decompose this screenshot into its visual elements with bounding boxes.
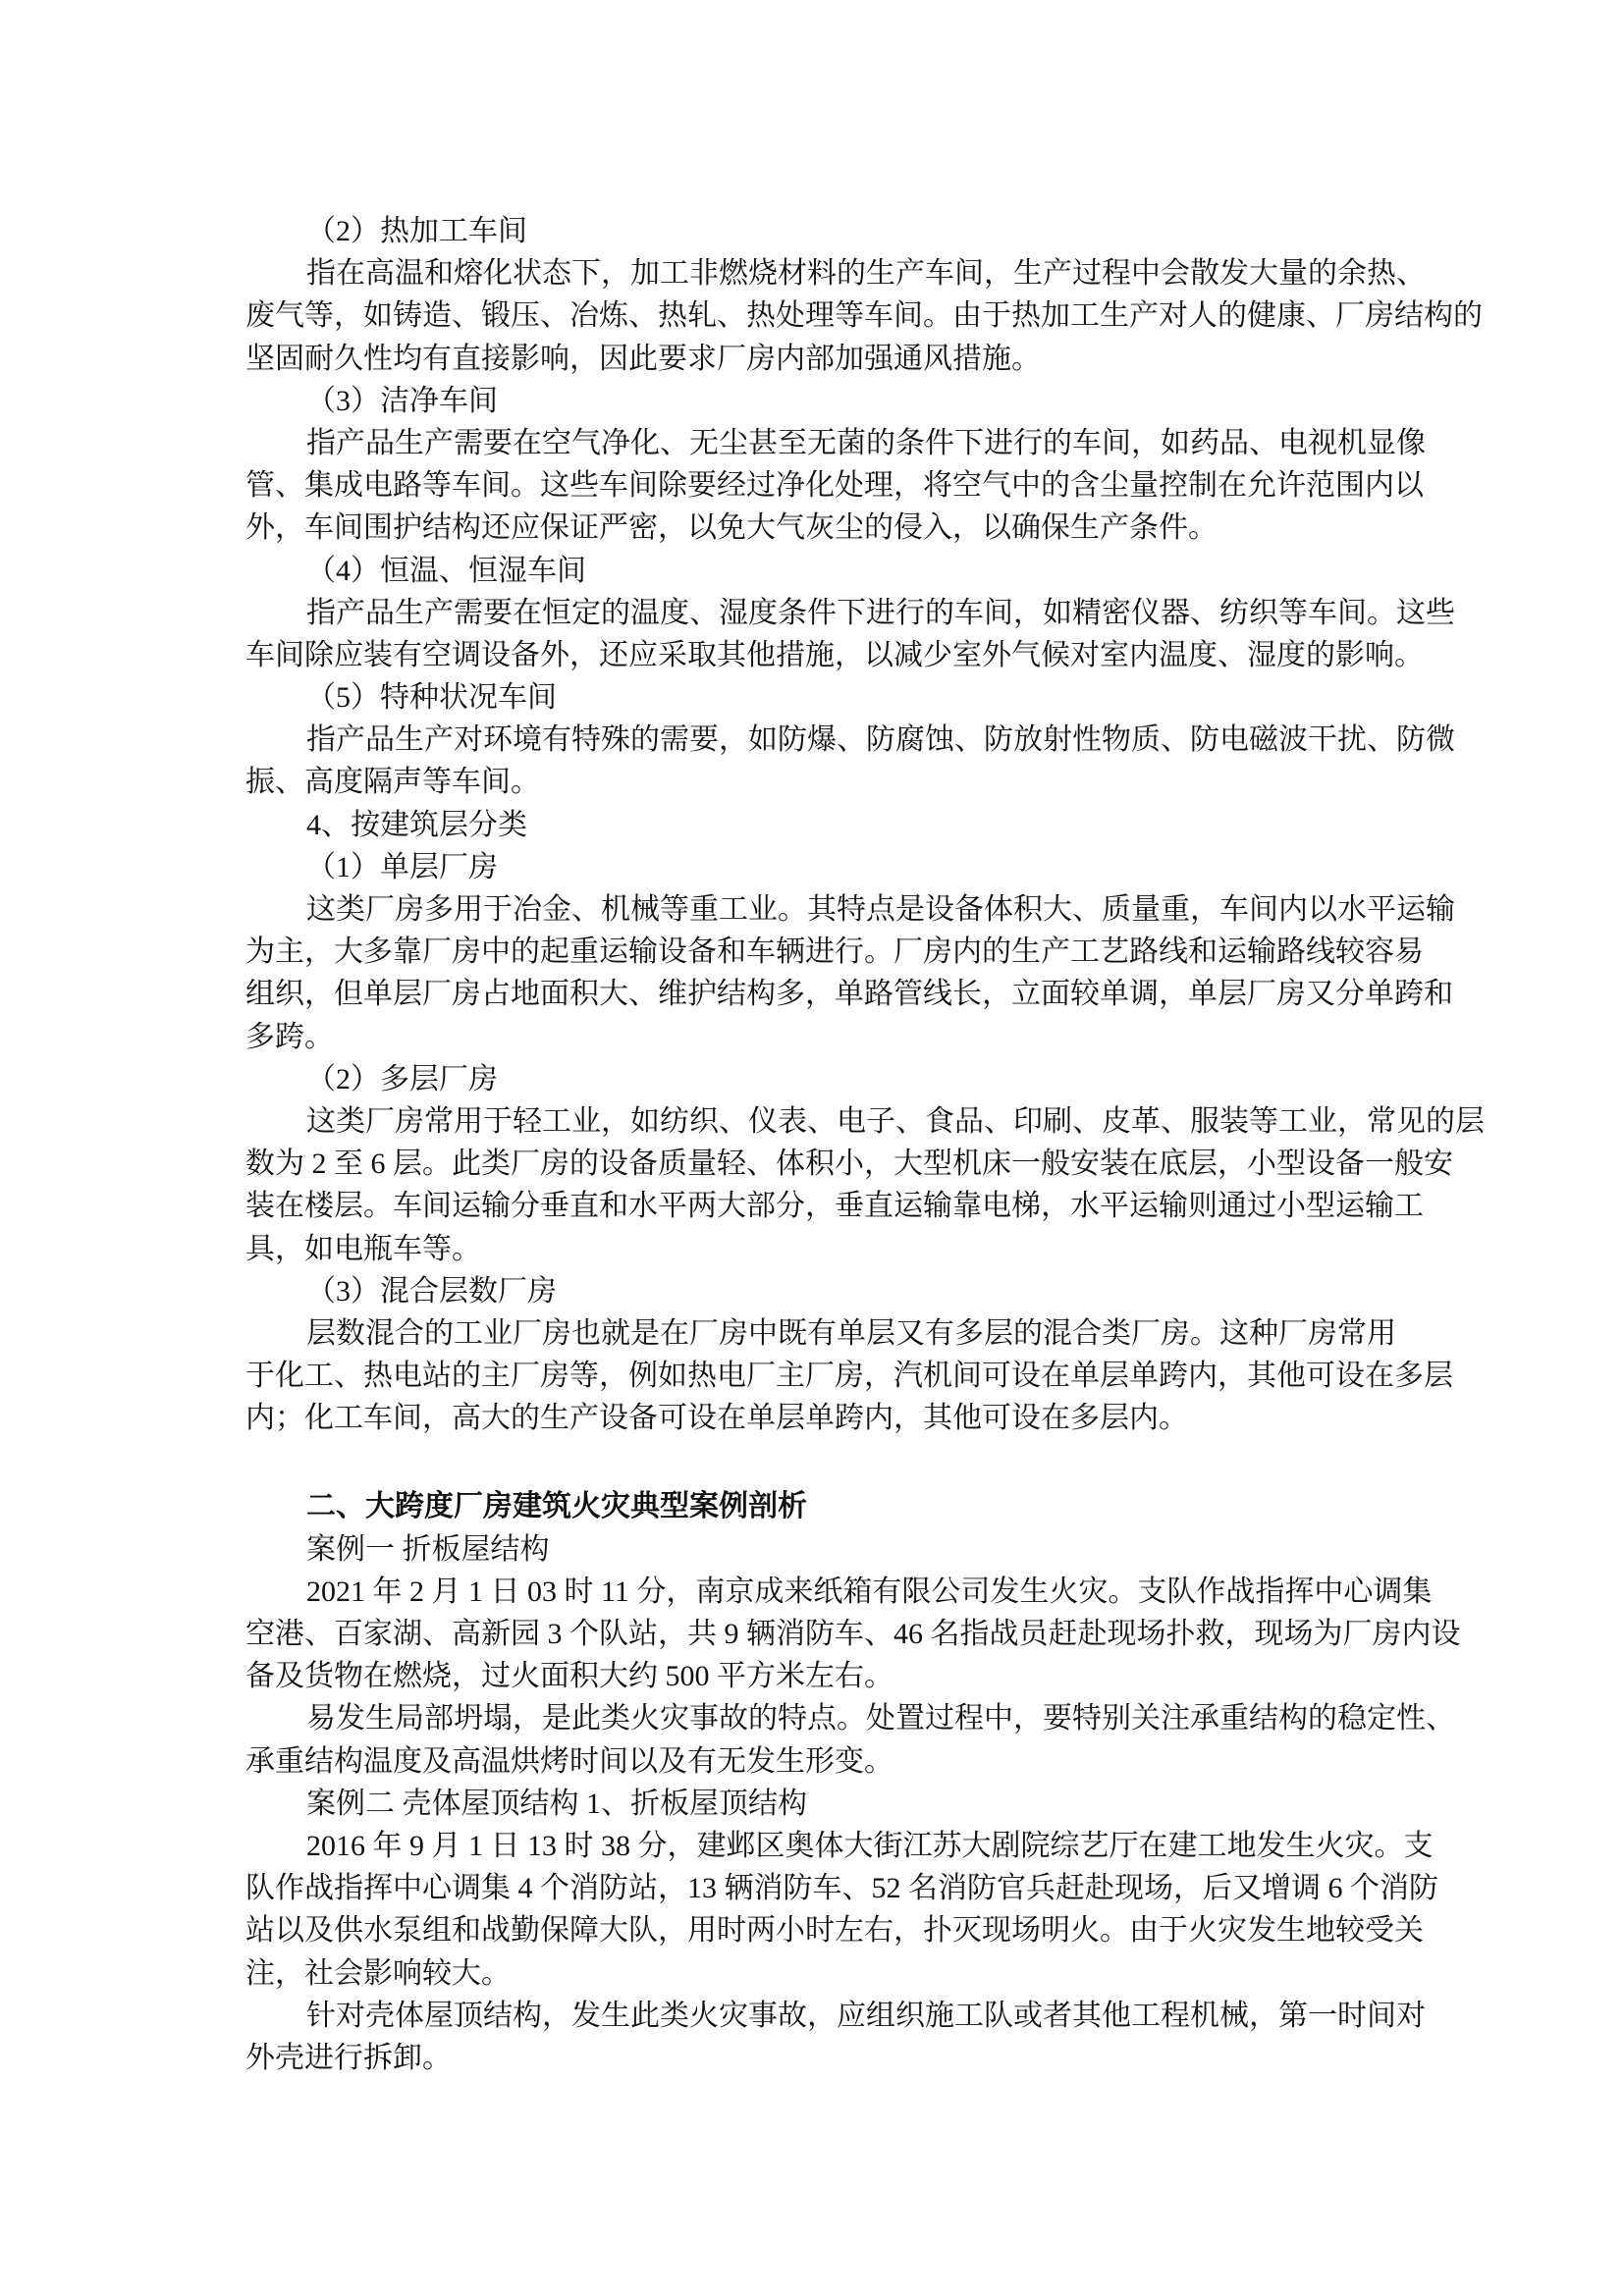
text-line: 层数混合的工业厂房也就是在厂房中既有单层又有多层的混合类厂房。这种厂房常用	[306, 1316, 1396, 1350]
text-line: 指产品生产需要在恒定的温度、湿度条件下进行的车间，如精密仪器、纺织等车间。这些	[306, 596, 1455, 629]
text-line: 站以及供水泵组和战勤保障大队，用时两小时左右，扑灭现场明火。由于火灾发生地较受关	[245, 1914, 1424, 1948]
text-line: 装在楼层。车间运输分垂直和水平两大部分，垂直运输靠电梯，水平运输则通过小型运输工	[245, 1190, 1424, 1223]
text-line: 这类厂房多用于冶金、机械等重工业。其特点是设备体积大、质量重，车间内以水平运输	[306, 893, 1455, 926]
text-line: 振、高度隔声等车间。	[245, 766, 540, 799]
text-line: （3）洁净车间	[306, 384, 498, 417]
section-heading	[245, 1485, 1380, 1527]
subheading	[245, 846, 1380, 888]
text-line: （3）混合层数厂房	[306, 1274, 557, 1308]
text-line: 针对壳体屋顶结构，发生此类火灾事故，应组织施工队或者其他工程机械，第一时间对	[306, 1999, 1426, 2032]
text-line: 具，如电瓶车等。	[245, 1232, 481, 1265]
paragraph	[245, 1571, 1461, 1698]
paragraph	[245, 1995, 1426, 2079]
text-line: 注，社会影响较大。	[245, 1956, 511, 1990]
text-line: （2）热加工车间	[306, 215, 527, 247]
subheading	[245, 1270, 1380, 1312]
text-line: 二、大跨度厂房建筑火灾典型案例剖析	[306, 1490, 807, 1523]
text-line: 组织，但单层厂房占地面积大、维护结构多，单路管线长，立面较单调，单层厂房又分单跨和	[245, 978, 1453, 1011]
subheading	[245, 1783, 1380, 1825]
text-line: 于化工、热电站的主厂房等，例如热电厂主厂房，汽机间可设在单层单跨内，其他可设在多层	[245, 1360, 1453, 1393]
text-line: 车间除应装有空调设备外，还应采取其他措施，以减少室外气候对室内温度、湿度的影响。	[245, 638, 1424, 671]
subheading	[245, 210, 1380, 252]
text-line: （1）单层厂房	[306, 850, 498, 883]
paragraph	[245, 252, 1483, 380]
text-line: 4、按建筑层分类	[306, 808, 527, 841]
text-line: 外壳进行拆卸。	[245, 2041, 452, 2074]
text-line: 2021 年 2 月 1 日 03 时 11 分，南京成来纸箱有限公司发生火灾。支队作战指挥中心调集	[306, 1575, 1433, 1608]
paragraph	[245, 592, 1455, 676]
paragraph	[245, 719, 1455, 803]
subheading	[245, 1058, 1380, 1100]
text-line: 队作战指挥中心调集 4 个消防站，13 辆消防车、52 名消防官兵赶赴现场，后又增调 6 个消防	[245, 1872, 1438, 1905]
text-line: 内；化工车间，高大的生产设备可设在单层单跨内，其他可设在多层内。	[245, 1402, 1188, 1435]
paragraph	[245, 888, 1455, 1058]
text-line: 指产品生产对环境有特殊的需要，如防爆、防腐蚀、防放射性物质、防电磁波干扰、防微	[306, 723, 1455, 757]
text-line: 这类厂房常用于轻工业，如纺织、仪表、电子、食品、印刷、皮革、服装等工业，常见的层	[306, 1104, 1485, 1138]
text-line: 指在高温和熔化状态下，加工非燃烧材料的生产车间，生产过程中会散发大量的余热、	[306, 257, 1426, 291]
subheading	[245, 380, 1380, 422]
text-line: 数为 2 至 6 层。此类厂房的设备质量轻、体积小，大型机床一般安装在底层，小型设备一般安	[245, 1148, 1453, 1181]
paragraph	[245, 1312, 1453, 1440]
paragraph	[245, 1697, 1455, 1782]
text-line: 多跨。	[245, 1020, 334, 1053]
text-line: （5）特种状况车间	[306, 681, 557, 715]
paragraph	[245, 1825, 1438, 1995]
paragraph	[245, 422, 1426, 550]
text-line: 坚固耐久性均有直接影响，因此要求厂房内部加强通风措施。	[245, 342, 1041, 375]
text-line: 指产品生产需要在空气净化、无尘甚至无菌的条件下进行的车间，如药品、电视机显像	[306, 426, 1426, 459]
text-line: 空港、百家湖、高新园 3 个队站，共 9 辆消防车、46 名指战员赶赴现场扑救，现场为厂房内设	[245, 1618, 1461, 1650]
text-line: 为主，大多靠厂房中的起重运输设备和车辆进行。厂房内的生产工艺路线和运输路线较容易	[245, 935, 1424, 969]
subheading	[245, 550, 1380, 592]
document-body	[245, 210, 1485, 2079]
subheading	[245, 1528, 1380, 1571]
text-line: 易发生局部坍塌，是此类火灾事故的特点。处置过程中，要特别关注承重结构的稳定性、	[306, 1702, 1455, 1735]
text-line: 2016 年 9 月 1 日 13 时 38 分，建邺区奥体大街江苏大剧院综艺厅在建工地发生火灾。支	[306, 1829, 1434, 1862]
text-line: 废气等，如铸造、锻压、冶炼、热轧、热处理等车间。由于热加工生产对人的健康、厂房结构的	[245, 299, 1483, 333]
text-line: 承重结构温度及高温烘烤时间以及有无发生形变。	[245, 1744, 893, 1778]
text-line: 管、集成电路等车间。这些车间除要经过净化处理，将空气中的含尘量控制在允许范围内以	[245, 469, 1424, 503]
text-line: （2）多层厂房	[306, 1062, 498, 1095]
text-line: （4）恒温、恒湿车间	[306, 554, 586, 587]
text-line: 备及货物在燃烧，过火面积大约 500 平方米左右。	[245, 1660, 893, 1693]
text-line: 案例二 壳体屋顶结构 1、折板屋顶结构	[306, 1787, 807, 1820]
text-line: 外，车间围护结构还应保证严密，以免大气灰尘的侵入，以确保生产条件。	[245, 511, 1218, 545]
paragraph	[245, 1100, 1485, 1270]
subheading	[245, 676, 1380, 719]
text-line: 案例一 折板屋结构	[306, 1532, 550, 1566]
subheading	[245, 804, 1380, 846]
